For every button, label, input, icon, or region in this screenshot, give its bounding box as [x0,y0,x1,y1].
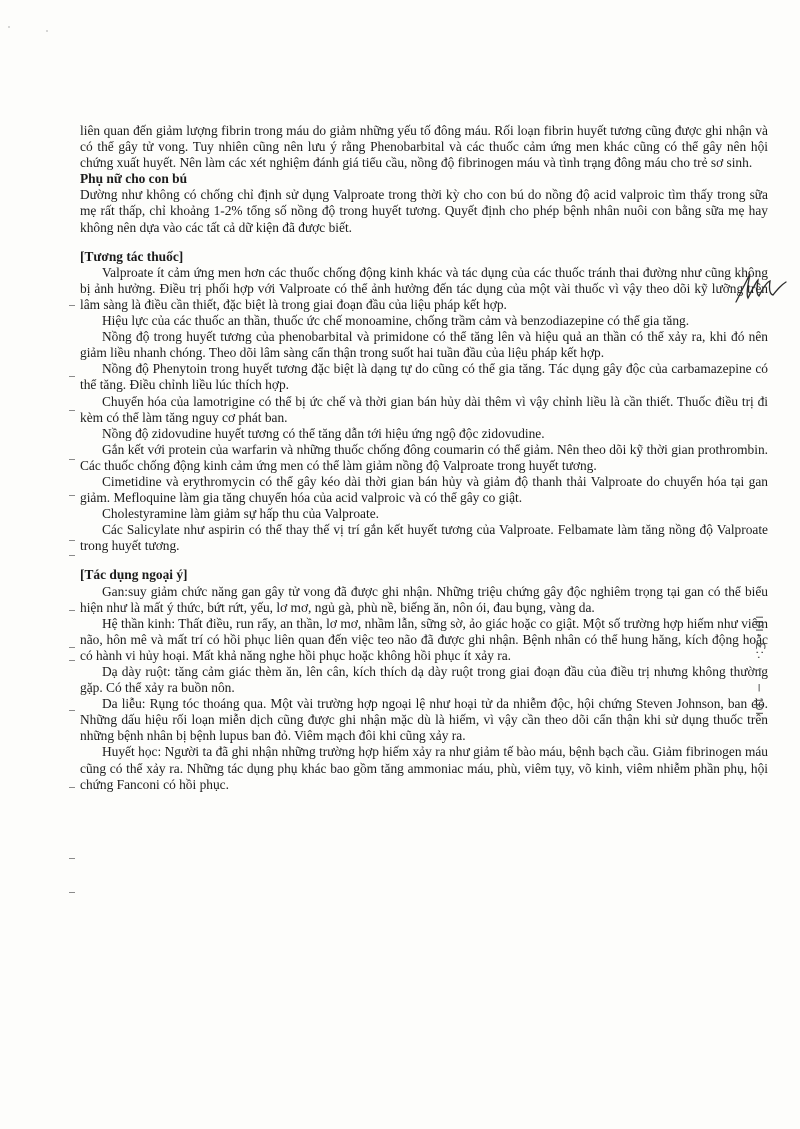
margin-stamp-mark: ıdı − 𝅗 ·:ʒ ·ıdı [752,614,766,715]
section-heading: Phụ nữ cho con bú [80,171,188,187]
body-paragraph: Dạ dày ruột: tăng cảm giác thèm ăn, lên cân, kích thích dạ dày ruột trong giai đoạn đầu của điều trị nhưng không thường gặp. Có thể xảy ra buồn nôn. [80,664,768,696]
margin-mark [69,376,75,377]
margin-mark [69,787,75,788]
margin-mark [69,892,75,893]
margin-mark [69,540,75,541]
body-paragraph: Gan:suy giảm chức năng gan gây tử vong đã được ghi nhận. Những triệu chứng gây độc nghiêm trọng tại gan có thể biểu hiện như là mất ý thức, bứt rứt, yếu, lơ mơ, ngủ gà, phù nề, biếng ăn, nôn ói, đau bụng, vàng da. [80,583,768,615]
margin-mark [69,410,75,411]
margin-mark [69,459,75,460]
section-heading: [Tác dụng ngoại ý] [80,567,188,583]
scan-speck [46,30,48,32]
margin-mark [69,305,75,306]
margin-mark [69,660,75,661]
margin-mark [69,710,75,711]
scan-speck [8,26,10,28]
margin-mark [69,610,75,611]
section-spacer [80,554,768,567]
document-body [80,123,768,793]
body-paragraph: Cholestyramine làm giảm sự hấp thu của Valproate. [102,506,379,522]
section-heading: [Tương tác thuốc] [80,248,184,264]
body-paragraph: Các Salicylate như aspirin có thể thay thế vị trí gắn kết huyết tương của Valproate. Felbamate làm tăng nồng độ Valproate trong huyết tương. [80,522,768,554]
section-spacer [80,236,768,249]
body-paragraph: Gắn kết với protein của warfarin và những thuốc chống đông coumarin có thể giảm. Nên theo dõi kỹ thời gian prothrombin. Các thuốc chống động kinh cảm ứng men có thể làm giảm nồng độ Valproate trong huyết tương. [80,441,768,473]
margin-mark [69,495,75,496]
body-paragraph: Huyết học: Người ta đã ghi nhận những trường hợp hiếm xảy ra như giảm tế bào máu, bệnh bạch cầu. Giảm fibrinogen máu cũng có thể xảy ra. Những tác dụng phụ khác bao gồm tăng ammoniac máu, phù, viêm tụy, võ kinh, viêm nhiễm phần phụ, hội chứng Fanconi có hồi phục. [80,744,768,792]
body-paragraph: Nồng độ zidovudine huyết tương có thể tăng dẫn tới hiệu ứng ngộ độc zidovudine. [102,425,545,441]
body-paragraph: Nồng độ Phenytoin trong huyết tương đặc biệt là dạng tự do cũng có thể gia tăng. Tác dụng gây độc của carbamazepine có thể tăng. Điều chỉnh liều lúc thích hợp. [80,361,768,393]
body-paragraph: Hệ thần kinh: Thất điều, run rẩy, an thần, lơ mơ, nhầm lẫn, sững sờ, ảo giác hoặc co giật. Một số trường hợp hiếm như viêm não, hôn mê và mất trí có hồi phục liên quan đến việc teo não đã được ghi nhận. Bệnh nhân có thể hung hăng, kích động hoặc có hành vi hủy hoại. Mất khả năng nghe hồi phục hoặc không hồi phục ít xảy ra. [80,615,768,663]
body-paragraph: Cimetidine và erythromycin có thể gây kéo dài thời gian bán hủy và giảm độ thanh thải Valproate do chuyển hóa tại gan giảm. Mefloquine làm gia tăng chuyển hóa của acid valproic và có thể gây co giật. [80,473,768,506]
margin-mark [69,647,75,648]
margin-mark [69,858,75,859]
body-paragraph: Hiệu lực của các thuốc an thần, thuốc ức chế monoamine, chống trầm cảm và benzodiazepine có thể gia tăng. [102,313,690,329]
body-paragraph: Dường như không có chống chỉ định sử dụng Valproate trong thời kỳ cho con bú do nồng độ acid valproic tìm thấy trong sữa mẹ rất thấp, chỉ khoảng 1-2% tổng số nồng độ trong huyết tương. Quyết định cho phép bệnh nhân nuôi con bằng sữa mẹ hay không nên dựa vào các tất cả dữ kiện đã được biết. [80,187,768,235]
body-paragraph: Nồng độ trong huyết tương của phenobarbital và primidone có thể tăng lên và hiệu quả an thần có thể xảy ra, khi đó nên giảm liều nhanh chóng. Theo dõi lâm sàng cẩn thận trong suốt hai tuần đầu của liệu pháp kết hợp. [80,329,768,361]
body-paragraph: Chuyển hóa của lamotrigine có thể bị ức chế và thời gian bán hủy dài thêm vì vậy chỉnh liều là cần thiết. Thuốc điều trị đi kèm có thể làm tăng nguy cơ phát ban. [80,393,768,425]
body-paragraph: Valproate ít cảm ứng men hơn các thuốc chống động kinh khác và tác dụng của các thuốc tránh thai đường như cũng không bị ảnh hưởng. Điều trị phối hợp với Valproate có thể ảnh hưởng đến tác dụng của một vài thuốc vì vậy theo dõi kỹ lưỡng trên lâm sàng là điều cần thiết, đặc biệt là trong giai đoạn đầu của liệu pháp kết hợp. [80,264,768,312]
margin-mark [69,555,75,556]
body-paragraph: Da liễu: Rụng tóc thoáng qua. Một vài trường hợp ngoại lệ như hoại tử da nhiễm độc, hội chứng Steven Johnson, ban đỏ. Những dấu hiệu rối loạn miễn dịch cũng được ghi nhận mặc dù là hiếm, vì vậy cần theo dõi cẩn thận khi sử dụng thuốc trên những bệnh nhân bị bệnh lupus ban đỏ. Viêm mạch đôi khi cũng xảy ra. [80,696,768,744]
body-paragraph: liên quan đến giảm lượng fibrin trong máu do giảm những yếu tố đông máu. Rối loạn fibrin huyết tương cũng được ghi nhận và có thể gây tử vong. Tuy nhiên cũng nên lưu ý rằng Phenobarbital và các thuốc cảm ứng men khác cũng có thể gây nên hội chứng xuất huyết. Nên làm các xét nghiệm đánh giá tiểu cầu, nồng độ fibrinogen máu và tình trạng đông máu cho trẻ sơ sinh. [80,123,768,171]
handwritten-initials-icon [732,268,790,308]
